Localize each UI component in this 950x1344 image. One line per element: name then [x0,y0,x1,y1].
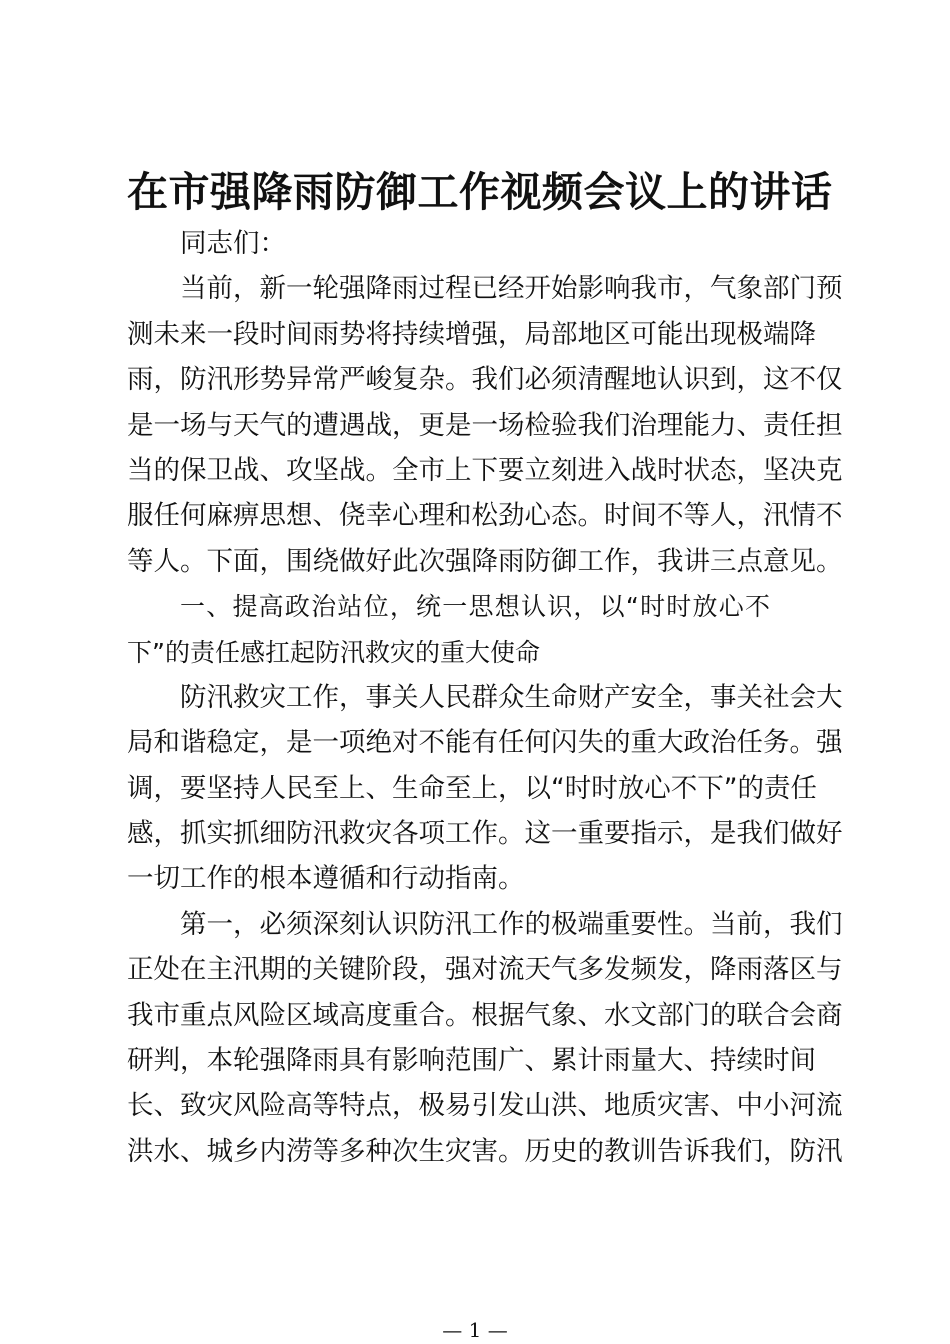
section-heading [127,584,819,675]
paragraph-intro [127,266,843,584]
text-line: 调，要坚持人民至上、生命至上，以“时时放心不下”的责任 [127,772,817,804]
paragraph-first-point [127,902,843,1174]
document-body [127,221,843,1174]
text-line: 研判，本轮强降雨具有影响范围广、累计雨量大、持续时间 [127,1045,816,1077]
text-line: 正处在主汛期的关键阶段，强对流天气多发频发，降雨落区与 [127,954,843,986]
text-line: 洪水、城乡内涝等多种次生灾害。历史的教训告诉我们，防汛 [127,1135,843,1167]
text-line: 我市重点风险区域高度重合。根据气象、水文部门的联合会商 [127,999,843,1031]
document-title: 在市强降雨防御工作视频会议上的讲话 [127,168,832,216]
text-line: 当前，新一轮强降雨过程已经开始影响我市，气象部门预 [180,273,843,305]
text-line: 长、致灾风险高等特点，极易引发山洪、地质灾害、中小河流 [127,1090,843,1122]
text-line: 雨，防汛形势异常严峻复杂。我们必须清醒地认识到，这不仅 [127,364,843,396]
salutation: 同志们： [180,228,286,259]
text-line: 是一场与天气的遭遇战，更是一场检验我们治理能力、责任担 [127,409,843,441]
text-line: 防汛救灾工作，事关人民群众生命财产安全，事关社会大 [180,681,843,713]
heading-line: 下”的责任感扛起防汛救灾的重大使命 [127,637,540,667]
text-line: 服任何麻痹思想、侥幸心理和松劲心态。时间不等人，汛情不 [127,500,843,532]
text-line: 感，抓实抓细防汛救灾各项工作。这一重要指示，是我们做好 [127,818,843,850]
text-line: 测未来一段时间雨势将持续增强，局部地区可能出现极端降 [127,318,816,350]
text-line: 等人。下面，围绕做好此次强降雨防御工作，我讲三点意见。 [127,545,843,577]
text-line: 第一，必须深刻认识防汛工作的极端重要性。当前，我们 [180,908,843,940]
paragraph-significance [127,675,843,902]
text-line: 当的保卫战、攻坚战。全市上下要立刻进入战时状态，坚决克 [127,454,843,486]
text-line: 局和谐稳定，是一项绝对不能有任何闪失的重大政治任务。强 [127,727,843,759]
heading-line: 一、提高政治站位，统一思想认识，以“时时放心不 [180,592,770,622]
page-number: — 1 — [442,1318,508,1342]
text-line: 一切工作的根本遵循和行动指南。 [127,863,525,895]
